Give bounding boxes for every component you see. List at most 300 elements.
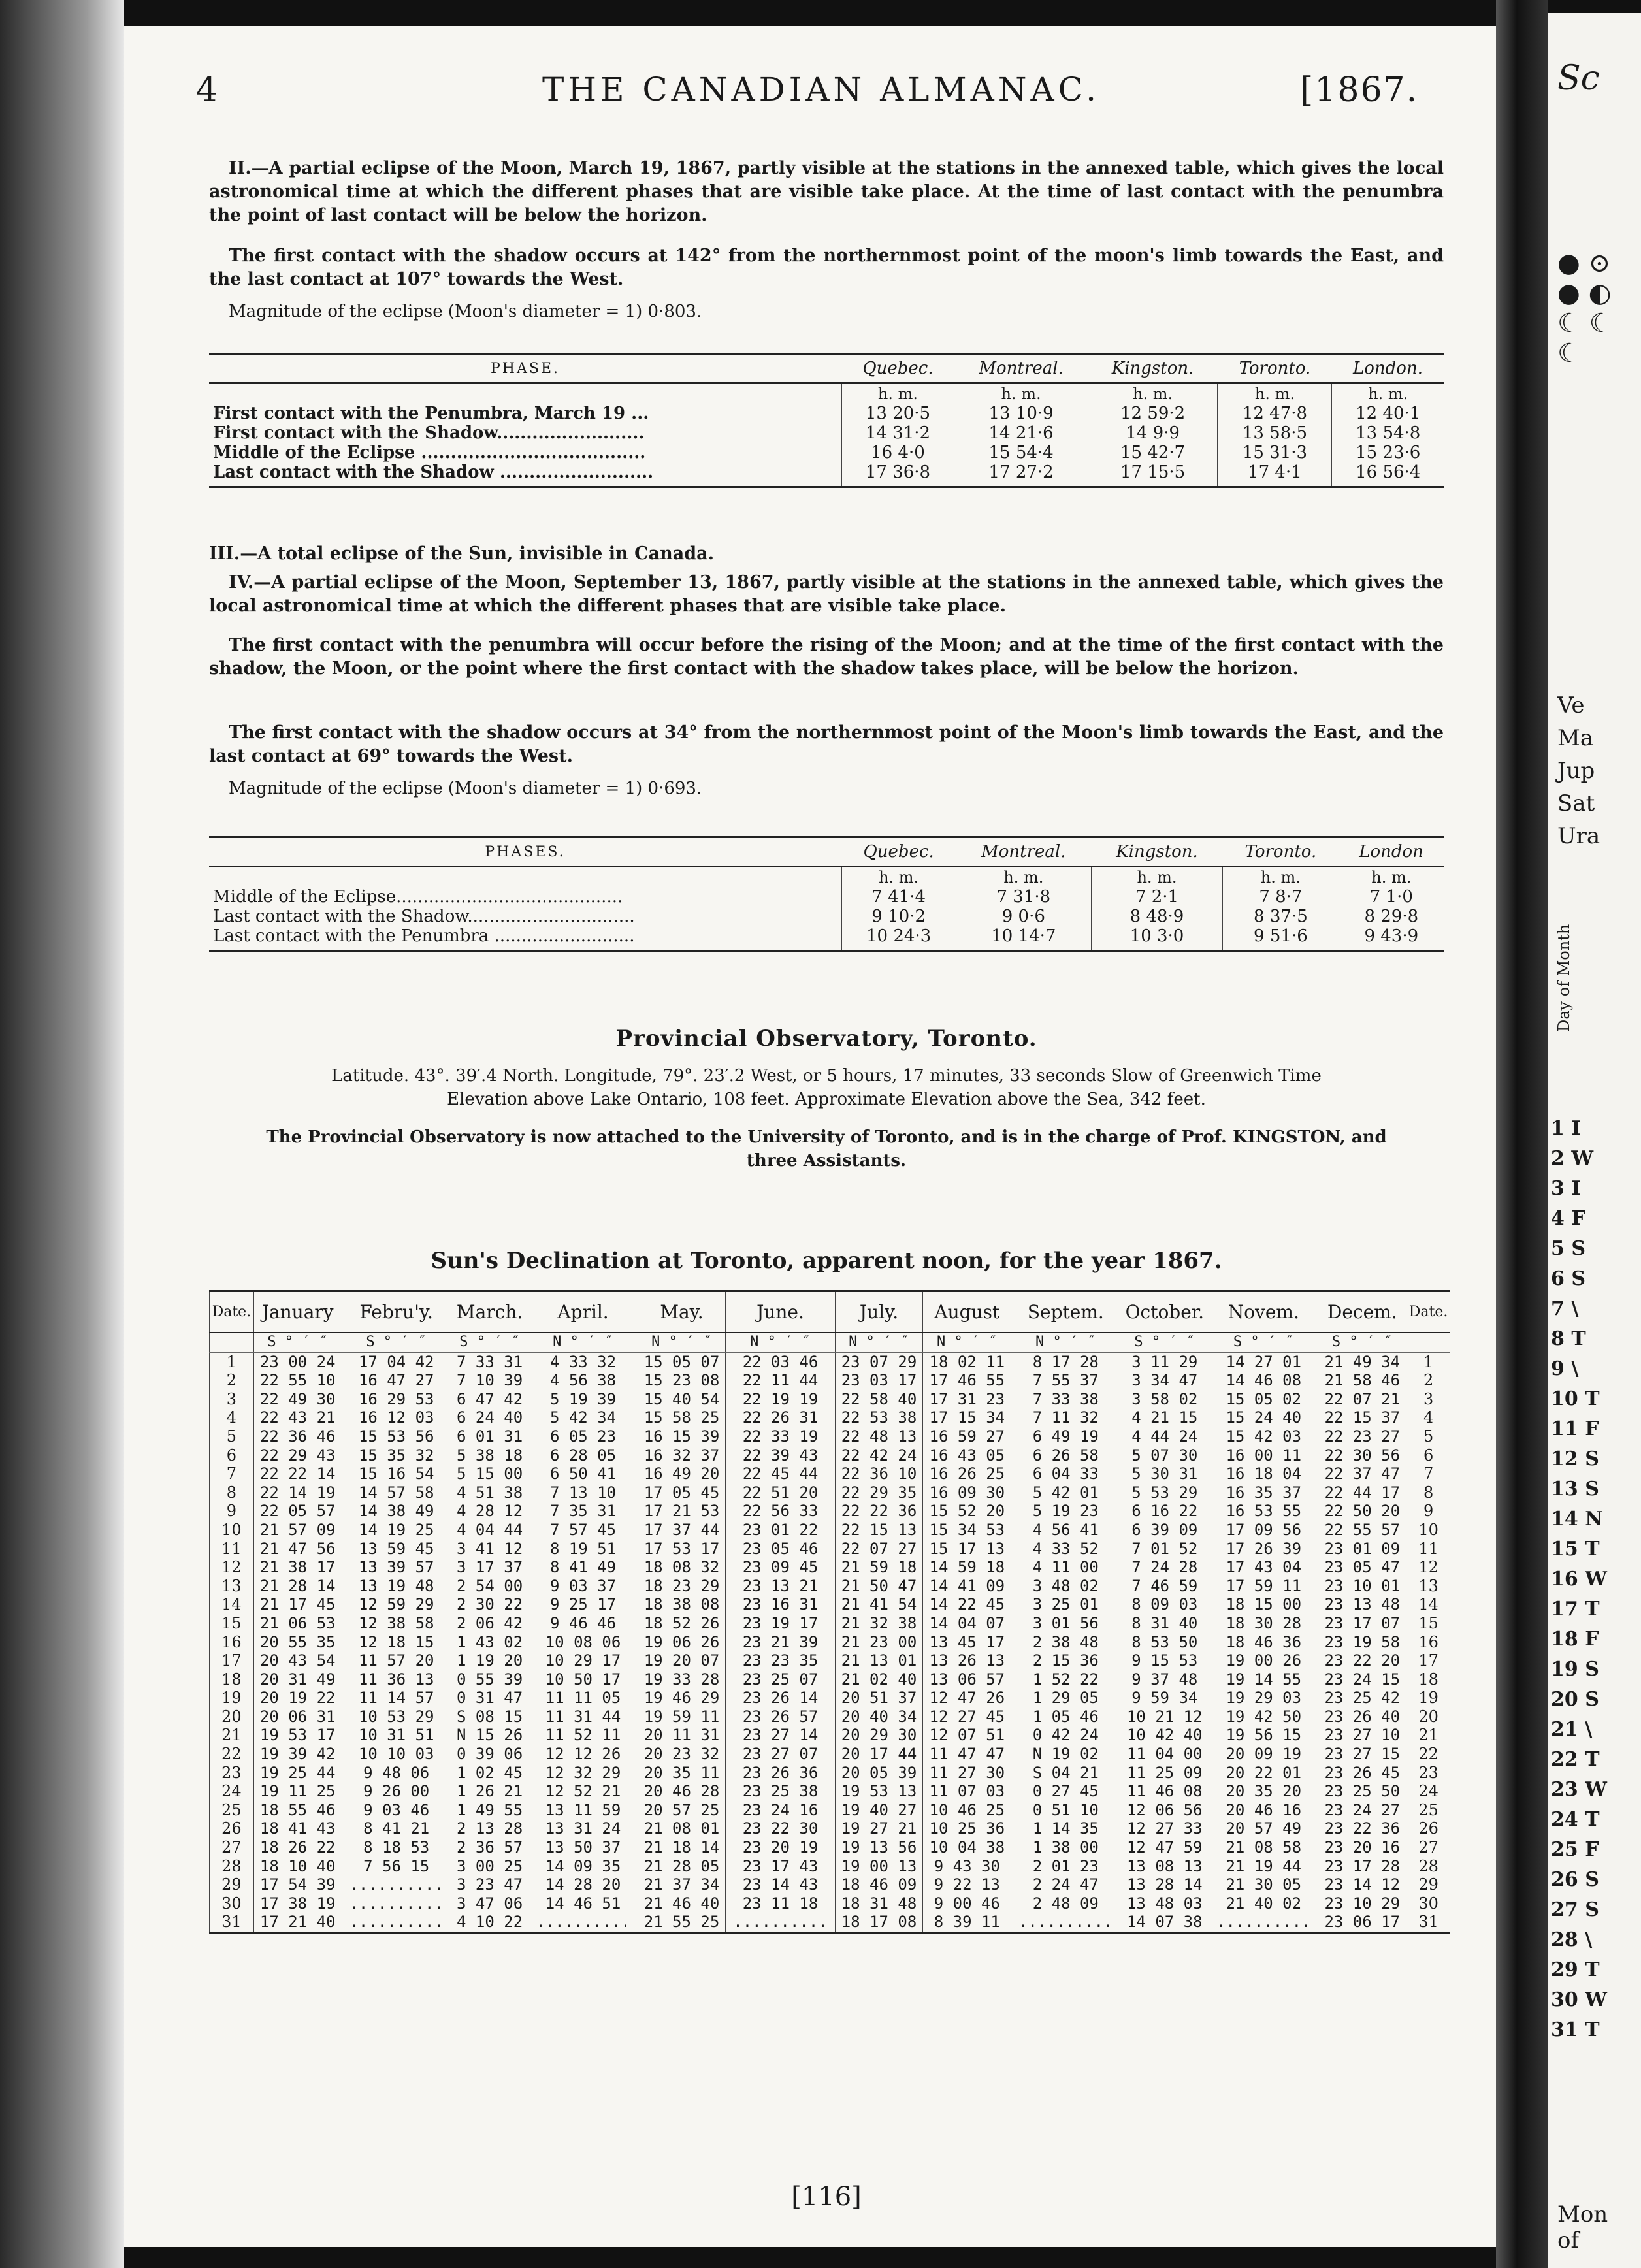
declination-cell: 12 27 45 (923, 1708, 1011, 1726)
table-row (209, 887, 1444, 907)
declination-cell: 17 46 55 (923, 1371, 1011, 1390)
unit-cell: h. m. (1339, 867, 1444, 888)
time-cell: 14 21·6 (954, 423, 1088, 443)
declination-cell: 7 35 31 (528, 1502, 638, 1521)
declination-cell: 6 05 23 (528, 1427, 638, 1446)
declination-cell: 2 30 22 (451, 1595, 528, 1614)
declination-cell: 0 42 24 (1011, 1726, 1120, 1745)
declination-cell: 6 24 40 (451, 1408, 528, 1427)
declination-cell: 23 27 15 (1318, 1745, 1406, 1764)
declination-cell: 21 59 18 (835, 1558, 923, 1577)
declination-cell: 23 25 38 (726, 1782, 835, 1801)
table-row (210, 1819, 1451, 1838)
table-row (210, 1670, 1451, 1689)
declination-cell: 15 53 56 (342, 1427, 451, 1446)
table-row (210, 1633, 1451, 1652)
declination-cell: 23 22 36 (1318, 1819, 1406, 1838)
facing-word: Ve (1557, 692, 1585, 719)
declination-cell: 22 58 40 (835, 1390, 923, 1409)
table-row (209, 423, 1444, 443)
declination-cell: 8 09 03 (1120, 1595, 1209, 1614)
declination-cell: 21 18 14 (638, 1838, 726, 1857)
declination-cell: S 04 21 (1011, 1764, 1120, 1783)
declination-cell: 20 31 49 (253, 1670, 342, 1689)
declination-cell: 5 07 30 (1120, 1446, 1209, 1465)
station-header: London. (1332, 354, 1444, 383)
declination-cell: 16 26 25 (923, 1465, 1011, 1483)
declination-cell: 22 42 24 (835, 1446, 923, 1465)
declination-cell: 8 41 21 (342, 1819, 451, 1838)
facing-page-fragment (1548, 13, 1641, 2268)
declination-cell: 21 58 46 (1318, 1371, 1406, 1390)
facing-day-row: 10 T (1551, 1387, 1600, 1410)
observatory-location: Latitude. 43°. 39′.4 North. Longitude, 79°. 23′.2 West, or 5 hours, 17 minutes, 33 seconds Slow of Greenwich Time (331, 1066, 1322, 1086)
table-row (209, 404, 1444, 423)
facing-header-fragment: Sc (1557, 59, 1600, 98)
declination-cell: 21 38 17 (253, 1558, 342, 1577)
station-header: Toronto. (1223, 837, 1339, 867)
declination-cell: 11 11 05 (528, 1689, 638, 1708)
declination-cell: 10 25 36 (923, 1819, 1011, 1838)
declination-cell: 20 19 22 (253, 1689, 342, 1708)
phase-label: Last contact with the Penumbra .......................... (209, 926, 841, 951)
unit-cell: h. m. (956, 867, 1091, 888)
declination-cell: 21 40 02 (1209, 1894, 1318, 1913)
time-cell: 15 42·7 (1088, 443, 1218, 462)
declination-cell: 1 38 00 (1011, 1838, 1120, 1857)
declination-cell: 16 00 11 (1209, 1446, 1318, 1465)
declination-cell: 7 46 59 (1120, 1577, 1209, 1596)
declination-cell: 16 59 27 (923, 1427, 1011, 1446)
declination-cell: 3 23 47 (451, 1875, 528, 1894)
declination-cell: 17 05 45 (638, 1483, 726, 1502)
facing-day-row: 18 F (1551, 1628, 1599, 1651)
declination-cell: 3 41 12 (451, 1540, 528, 1559)
declination-cell: 9 43 30 (923, 1857, 1011, 1876)
declination-cell: 3 48 02 (1011, 1577, 1120, 1596)
declination-cell: 8 19 51 (528, 1540, 638, 1559)
declination-cell: 17 31 23 (923, 1390, 1011, 1409)
declination-cell: 4 56 38 (528, 1371, 638, 1390)
declination-cell: 15 17 13 (923, 1540, 1011, 1559)
unit-cell: h. m. (1088, 383, 1218, 404)
declination-cell: 23 26 40 (1318, 1708, 1406, 1726)
sign-cell: N ° ′ ″ (835, 1333, 923, 1352)
phase-label: Middle of the Eclipse ...................................... (213, 443, 646, 462)
declination-cell: 14 04 07 (923, 1614, 1011, 1633)
declination-cell: 4 44 24 (1120, 1427, 1209, 1446)
table-row (210, 1838, 1451, 1857)
day-cell: 24 (210, 1782, 254, 1801)
day-cell: 23 (1406, 1764, 1450, 1783)
declination-cell: 2 54 00 (451, 1577, 528, 1596)
declination-cell: N 15 26 (451, 1726, 528, 1745)
day-cell: 2 (1406, 1371, 1450, 1390)
time-cell: 10 14·7 (956, 926, 1091, 951)
declination-cell: 11 14 57 (342, 1689, 451, 1708)
declination-cell: 20 22 01 (1209, 1764, 1318, 1783)
declination-cell: 5 19 39 (528, 1390, 638, 1409)
declination-cell: 12 18 15 (342, 1633, 451, 1652)
declination-cell: 14 19 25 (342, 1521, 451, 1540)
eclipse-ii-magnitude: Magnitude of the eclipse (Moon's diameter = 1) 0·803. (229, 302, 702, 321)
declination-cell: 0 55 39 (451, 1670, 528, 1689)
month-header: June. (726, 1291, 835, 1333)
declination-cell: 16 29 53 (342, 1390, 451, 1409)
declination-cell: 14 46 51 (528, 1894, 638, 1913)
table-row (210, 1595, 1451, 1614)
table-row (209, 443, 1444, 462)
declination-cell: 18 52 26 (638, 1614, 726, 1633)
table-row (209, 926, 1444, 951)
declination-title: Sun's Declination at Toronto, apparent noon, for the year 1867. (431, 1248, 1222, 1274)
observatory-note-cont: three Assistants. (746, 1151, 907, 1171)
month-header: January (253, 1291, 342, 1333)
month-header: Decem. (1318, 1291, 1406, 1333)
declination-cell: 19 42 50 (1209, 1708, 1318, 1726)
declination-cell: 23 00 24 (253, 1352, 342, 1371)
declination-cell: 21 28 14 (253, 1577, 342, 1596)
eclipse-ii-intro: II.—A partial eclipse of the Moon, March 19, 1867, partly visible at the stations in the annexed table, which gives the local astronomical time at which the different phases that are visible take place. At the time of last contact with the penumbra the point of last contact will be below the horizon. (209, 158, 1444, 225)
declination-cell: 20 51 37 (835, 1689, 923, 1708)
day-cell: 2 (210, 1371, 254, 1390)
declination-cell: 10 50 17 (528, 1670, 638, 1689)
sign-cell: S ° ′ ″ (1209, 1333, 1318, 1352)
declination-cell: 5 15 00 (451, 1465, 528, 1483)
declination-cell: 19 13 56 (835, 1838, 923, 1857)
declination-cell: 23 10 29 (1318, 1894, 1406, 1913)
facing-day-row: 15 T (1551, 1538, 1600, 1561)
declination-cell: 11 27 30 (923, 1764, 1011, 1783)
page-number: 4 (196, 71, 218, 110)
declination-cell: 18 15 00 (1209, 1595, 1318, 1614)
day-cell: 29 (210, 1875, 254, 1894)
day-cell: 31 (1406, 1913, 1450, 1932)
day-cell: 21 (1406, 1726, 1450, 1745)
declination-cell: 4 51 38 (451, 1483, 528, 1502)
day-cell: 9 (210, 1502, 254, 1521)
declination-cell: 22 03 46 (726, 1352, 835, 1371)
time-cell: 17 36·8 (841, 462, 954, 487)
declination-cell: 20 06 31 (253, 1708, 342, 1726)
declination-cell: 23 05 46 (726, 1540, 835, 1559)
declination-cell: 0 31 47 (451, 1689, 528, 1708)
month-header: Septem. (1011, 1291, 1120, 1333)
declination-cell: 7 33 38 (1011, 1390, 1120, 1409)
declination-cell: 23 20 19 (726, 1838, 835, 1857)
declination-cell: 15 40 54 (638, 1390, 726, 1409)
declination-cell: 12 06 56 (1120, 1801, 1209, 1820)
day-cell: 3 (1406, 1390, 1450, 1409)
declination-cell: 6 39 09 (1120, 1521, 1209, 1540)
declination-cell: 23 24 15 (1318, 1670, 1406, 1689)
declination-cell: 11 47 47 (923, 1745, 1011, 1764)
declination-cell: 19 20 07 (638, 1651, 726, 1670)
declination-cell: 22 19 19 (726, 1390, 835, 1409)
declination-cell: 18 26 22 (253, 1838, 342, 1857)
declination-cell: 20 46 16 (1209, 1801, 1318, 1820)
day-cell: 26 (1406, 1819, 1450, 1838)
day-cell: 13 (1406, 1577, 1450, 1596)
declination-cell: 12 47 59 (1120, 1838, 1209, 1857)
declination-cell: 5 42 34 (528, 1408, 638, 1427)
declination-cell: 13 11 59 (528, 1801, 638, 1820)
day-cell: 22 (210, 1745, 254, 1764)
declination-cell: 16 32 37 (638, 1446, 726, 1465)
observatory-note: The Provincial Observatory is now attached to the University of Toronto, and is in the charge of Prof. KINGSTON, and (266, 1127, 1387, 1147)
month-header: April. (528, 1291, 638, 1333)
declination-cell: 18 38 08 (638, 1595, 726, 1614)
declination-cell: 3 25 01 (1011, 1595, 1120, 1614)
table-row (210, 1427, 1451, 1446)
sign-cell: N ° ′ ″ (923, 1333, 1011, 1352)
declination-cell: 16 35 37 (1209, 1483, 1318, 1502)
table-row (210, 1764, 1451, 1783)
declination-cell: 13 28 14 (1120, 1875, 1209, 1894)
time-cell: 13 10·9 (954, 404, 1088, 423)
day-cell: 7 (1406, 1465, 1450, 1483)
declination-cell: 15 23 08 (638, 1371, 726, 1390)
declination-cell: 23 26 57 (726, 1708, 835, 1726)
day-cell: 8 (1406, 1483, 1450, 1502)
declination-cell: 18 41 43 (253, 1819, 342, 1838)
facing-day-row: 9 \ (1551, 1357, 1579, 1380)
unit-cell: h. m. (1223, 867, 1339, 888)
table-row (210, 1446, 1451, 1465)
day-cell: 18 (210, 1670, 254, 1689)
declination-cell: 16 09 30 (923, 1483, 1011, 1502)
declination-cell: 0 51 10 (1011, 1801, 1120, 1820)
declination-cell: 15 42 03 (1209, 1427, 1318, 1446)
facing-day-row: 6 S (1551, 1267, 1585, 1290)
table-row (210, 1483, 1451, 1502)
declination-cell: 18 46 36 (1209, 1633, 1318, 1652)
declination-cell: 12 12 26 (528, 1745, 638, 1764)
time-cell: 9 51·6 (1223, 926, 1339, 951)
facing-day-row: 4 F (1551, 1207, 1585, 1230)
declination-cell: 14 38 49 (342, 1502, 451, 1521)
declination-cell: 23 26 45 (1318, 1764, 1406, 1783)
unit-cell: h. m. (841, 867, 956, 888)
declination-cell: 15 24 40 (1209, 1408, 1318, 1427)
declination-cell: 20 46 28 (638, 1782, 726, 1801)
day-cell: 27 (1406, 1838, 1450, 1857)
declination-cell: 21 47 56 (253, 1540, 342, 1559)
facing-word: Ura (1557, 823, 1600, 849)
phase-label: Last contact with the Shadow............................... (213, 907, 635, 926)
day-cell: 1 (210, 1352, 254, 1371)
declination-cell: 19 56 15 (1209, 1726, 1318, 1745)
eclipse-iv-intro: IV.—A partial eclipse of the Moon, September 13, 1867, partly visible at the stations in the annexed table, which gives the local astronomical time at which the different phases that are visible take place. (209, 572, 1444, 616)
declination-cell: 23 16 31 (726, 1595, 835, 1614)
declination-cell: 17 21 53 (638, 1502, 726, 1521)
day-cell: 15 (1406, 1614, 1450, 1633)
declination-cell: 13 31 24 (528, 1819, 638, 1838)
unit-cell: h. m. (1332, 383, 1444, 404)
day-cell: 11 (210, 1540, 254, 1559)
declination-cell: 15 35 32 (342, 1446, 451, 1465)
declination-cell: 14 46 08 (1209, 1371, 1318, 1390)
declination-cell: 21 50 47 (835, 1577, 923, 1596)
declination-cell: 23 23 35 (726, 1651, 835, 1670)
declination-cell: 12 38 58 (342, 1614, 451, 1633)
facing-day-row: 2 W (1551, 1147, 1594, 1170)
declination-cell: 21 17 45 (253, 1595, 342, 1614)
declination-cell: 22 14 19 (253, 1483, 342, 1502)
day-cell: 30 (210, 1894, 254, 1913)
declination-cell: 22 49 30 (253, 1390, 342, 1409)
table-row (210, 1465, 1451, 1483)
declination-cell: 9 03 37 (528, 1577, 638, 1596)
time-cell: 13 20·5 (841, 404, 954, 423)
declination-cell: 17 37 44 (638, 1521, 726, 1540)
declination-cell: 9 25 17 (528, 1595, 638, 1614)
eclipse-march-table (209, 353, 1444, 488)
facing-day-row: 16 W (1551, 1568, 1607, 1591)
declination-cell: 13 08 13 (1120, 1857, 1209, 1876)
declination-cell: 1 52 22 (1011, 1670, 1120, 1689)
declination-cell: 17 26 39 (1209, 1540, 1318, 1559)
declination-cell: .......... (1011, 1913, 1120, 1932)
declination-cell: 11 36 13 (342, 1670, 451, 1689)
declination-cell: 3 11 29 (1120, 1352, 1209, 1371)
declination-cell: 18 23 29 (638, 1577, 726, 1596)
declination-cell: 23 22 20 (1318, 1651, 1406, 1670)
day-cell: 7 (210, 1465, 254, 1483)
declination-cell: 2 36 57 (451, 1838, 528, 1857)
declination-cell: 14 27 01 (1209, 1352, 1318, 1371)
phase-label: First contact with the Shadow......................... (213, 423, 645, 443)
declination-cell: 23 07 29 (835, 1352, 923, 1371)
declination-cell: 21 32 38 (835, 1614, 923, 1633)
declination-cell: 21 49 34 (1318, 1352, 1406, 1371)
declination-cell: 2 15 36 (1011, 1651, 1120, 1670)
day-cell: 11 (1406, 1540, 1450, 1559)
facing-day-row: 22 T (1551, 1748, 1600, 1771)
declination-cell: 8 41 49 (528, 1558, 638, 1577)
declination-cell: 22 29 35 (835, 1483, 923, 1502)
declination-cell: 13 06 57 (923, 1670, 1011, 1689)
declination-cell: 15 52 20 (923, 1502, 1011, 1521)
declination-cell: 12 27 33 (1120, 1819, 1209, 1838)
declination-cell: 13 26 13 (923, 1651, 1011, 1670)
facing-day-row: 5 S (1551, 1237, 1585, 1260)
day-cell: 15 (210, 1614, 254, 1633)
declination-sign-row (210, 1333, 1451, 1352)
declination-cell: 19 53 17 (253, 1726, 342, 1745)
declination-cell: 16 15 39 (638, 1427, 726, 1446)
observatory-title: Provincial Observatory, Toronto. (615, 1026, 1037, 1052)
time-cell: 12 40·1 (1332, 404, 1444, 423)
facing-day-row: 20 S (1551, 1688, 1599, 1711)
declination-cell: 9 46 46 (528, 1614, 638, 1633)
station-header: Quebec. (841, 354, 954, 383)
phase-header: PHASE. (209, 354, 841, 383)
day-cell: 10 (1406, 1521, 1450, 1540)
declination-cell: 23 09 45 (726, 1558, 835, 1577)
declination-cell: 20 35 11 (638, 1764, 726, 1783)
time-cell: 16 4·0 (841, 443, 954, 462)
declination-cell: 13 39 57 (342, 1558, 451, 1577)
time-cell: 9 43·9 (1339, 926, 1444, 951)
declination-cell: 1 29 05 (1011, 1689, 1120, 1708)
day-cell: 18 (1406, 1670, 1450, 1689)
declination-cell: 14 28 20 (528, 1875, 638, 1894)
declination-cell: 5 30 31 (1120, 1465, 1209, 1483)
declination-cell: 23 25 07 (726, 1670, 835, 1689)
day-cell: 20 (210, 1708, 254, 1726)
declination-cell: 19 53 13 (835, 1782, 923, 1801)
month-header: July. (835, 1291, 923, 1333)
facing-day-row: 31 T (1551, 2018, 1600, 2041)
time-cell: 7 2·1 (1091, 887, 1222, 907)
declination-cell: 8 17 28 (1011, 1352, 1120, 1371)
declination-cell: 23 19 58 (1318, 1633, 1406, 1652)
time-cell: 8 29·8 (1339, 907, 1444, 926)
declination-cell: 16 43 05 (923, 1446, 1011, 1465)
declination-cell: 18 31 48 (835, 1894, 923, 1913)
declination-cell: 21 13 01 (835, 1651, 923, 1670)
declination-cell: 21 02 40 (835, 1670, 923, 1689)
declination-header-row (210, 1291, 1451, 1333)
declination-cell: 1 14 35 (1011, 1819, 1120, 1838)
facing-word: Ma (1557, 725, 1594, 751)
time-cell: 7 1·0 (1339, 887, 1444, 907)
declination-cell: 20 43 54 (253, 1651, 342, 1670)
day-cell: 14 (1406, 1595, 1450, 1614)
day-cell: 28 (1406, 1857, 1450, 1876)
eclipse-iii-text: III.—A total eclipse of the Sun, invisible in Canada. (209, 543, 714, 564)
time-cell: 17 4·1 (1218, 462, 1332, 487)
sign-cell: S ° ′ ″ (342, 1333, 451, 1352)
table-row (210, 1857, 1451, 1876)
declination-cell: 21 46 40 (638, 1894, 726, 1913)
declination-cell: 20 40 34 (835, 1708, 923, 1726)
table-row (210, 1577, 1451, 1596)
declination-cell: 1 19 20 (451, 1651, 528, 1670)
table-row (210, 1801, 1451, 1820)
time-cell: 13 58·5 (1218, 423, 1332, 443)
day-cell: 16 (1406, 1633, 1450, 1652)
declination-cell: 11 46 08 (1120, 1782, 1209, 1801)
declination-cell: 21 57 09 (253, 1521, 342, 1540)
date-header: Date. (1406, 1291, 1450, 1333)
declination-cell: 23 27 10 (1318, 1726, 1406, 1745)
declination-cell: 16 53 55 (1209, 1502, 1318, 1521)
declination-cell: 22 30 56 (1318, 1446, 1406, 1465)
day-cell: 24 (1406, 1782, 1450, 1801)
facing-word: Sat (1557, 790, 1595, 817)
declination-cell: 10 31 51 (342, 1726, 451, 1745)
station-header: Montreal. (956, 837, 1091, 867)
declination-cell: 23 20 16 (1318, 1838, 1406, 1857)
declination-cell: 11 31 44 (528, 1708, 638, 1726)
declination-cell: 6 49 19 (1011, 1427, 1120, 1446)
declination-cell: 13 45 17 (923, 1633, 1011, 1652)
time-cell: 12 59·2 (1088, 404, 1218, 423)
table-row (210, 1614, 1451, 1633)
sign-spacer (1406, 1333, 1450, 1352)
declination-cell: 5 42 01 (1011, 1483, 1120, 1502)
station-header: Toronto. (1218, 354, 1332, 383)
declination-cell: 5 19 23 (1011, 1502, 1120, 1521)
declination-cell: 20 11 31 (638, 1726, 726, 1745)
day-cell: 9 (1406, 1502, 1450, 1521)
day-cell: 16 (210, 1633, 254, 1652)
declination-cell: 6 16 22 (1120, 1502, 1209, 1521)
declination-cell: 8 18 53 (342, 1838, 451, 1857)
declination-cell: 20 05 39 (835, 1764, 923, 1783)
